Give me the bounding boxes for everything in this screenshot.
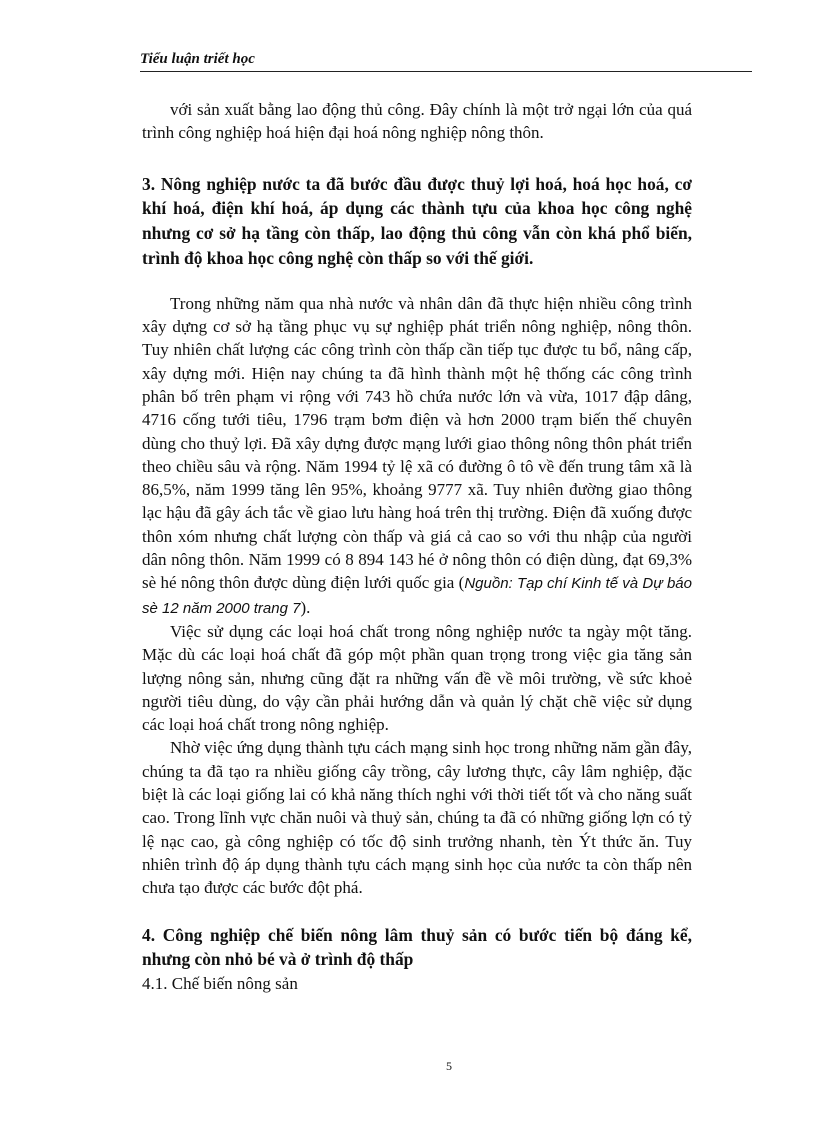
paragraph-infrastructure-text: Trong những năm qua nhà nước và nhân dân đã thực hiện nhiều công trình xây dựng cơ sở hạ tầng phục vụ sự nghiệp phát triển nông nghiệp, nông thôn. Tuy nhiên chất lượng các công trình còn thấp cần tiếp tục được tu bổ, nâng cấp, xây dựng mới. Hiện nay chúng ta đã hình thành một hệ thống các công trình phân bố trên phạm vi rộng với 743 hồ chứa nước lớn và vừa, 1017 đập dâng, 4716 cống tưới tiêu, 1796 trạm bơm điện và hơn 2000 trạm biến thế chuyên dùng cho thuỷ lợi. Đã xây dựng được mạng lưới giao thông nông thôn phát triển theo chiều sâu và rộng. Năm 1994 tỷ lệ xã có đường ô tô về đến trung tâm xã là 86,5%, năm 1999 tăng lên 95%, khoảng 9777 xã. Tuy nhiên đường giao thông lạc hậu đã gây ách tắc về giao lưu hàng hoá trên thị trường. Điện đã xuống được thôn xóm nhưng chất lượng còn thấp và giá cả cao so với thu nhập của người dân nông thôn. Năm 1999 có 8 894 143 hé ở nông thôn có điện dùng, đạt 69,3% sè hé nông thôn được dùng điện lưới quốc gia ( [142, 293, 692, 593]
paragraph-infrastructure [142, 292, 692, 620]
page-body [142, 98, 692, 995]
page-header [140, 50, 752, 72]
header-title: Tiểu luận triết học [140, 51, 255, 67]
section-heading-4: 4. Công nghiệp chế biến nông lâm thuỷ sản có bước tiến bộ đáng kể, nhưng còn nhỏ bé và ở trình độ thấp [142, 924, 692, 970]
paragraph-biology: Nhờ việc ứng dụng thành tựu cách mạng sinh học trong những năm gần đây, chúng ta đã tạo ra nhiều giống cây trồng, cây lương thực, cây lâm nghiệp, đặc biệt là các loại giống lai có khả năng thích nghi với thời tiết tốt và cho năng suất cao. Trong lĩnh vực chăn nuôi và thuỷ sản, chúng ta đã có những giống lợn có tỷ lệ nạc cao, gà công nghiệp có tốc độ sinh trưởng nhanh, tèn Ýt thức ăn. Tuy nhiên trình độ áp dụng thành tựu cách mạng sinh học của nước ta còn thấp nên chưa tạo được các bước đột phá. [142, 738, 692, 898]
paragraph-chemicals: Việc sử dụng các loại hoá chất trong nông nghiệp nước ta ngày một tăng. Mặc dù các loại hoá chất đã góp một phần quan trọng trong việc gia tăng sản lượng nông sản, nhưng cũng đặt ra những vấn đề về môi trường, về sức khoẻ người tiêu dùng, do vậy cần phải hướng dẫn và quản lý chặt chẽ việc sử dụng các loại hoá chất trong nông nghiệp. [142, 621, 692, 735]
header-rule [140, 71, 752, 72]
section-heading-3: 3. Nông nghiệp nước ta đã bước đầu được thuỷ lợi hoá, hoá học hoá, cơ khí hoá, điện khí hoá, áp dụng các thành tựu của khoa học công nghệ nhưng cơ sở hạ tầng còn thấp, lao động thủ công vẫn còn khá phổ biến, trình độ khoa học công nghệ còn thấp so với thế giới. [142, 173, 692, 268]
source-citation: Nguồn: Tạp chí Kinh tế và Dự báo sè 12 năm 2000 trang 7 [142, 575, 692, 617]
subsection-heading-4-1: 4.1. Chế biến nông sản [142, 974, 298, 994]
paragraph-continuation: với sản xuất bằng lao động thủ công. Đây chính là một trở ngại lớn của quá trình công nghiệp hoá hiện đại hoá nông nghiệp nông thôn. [142, 100, 692, 143]
paragraph-infrastructure-end: ). [300, 597, 311, 617]
page-number: 5 [446, 1059, 452, 1073]
